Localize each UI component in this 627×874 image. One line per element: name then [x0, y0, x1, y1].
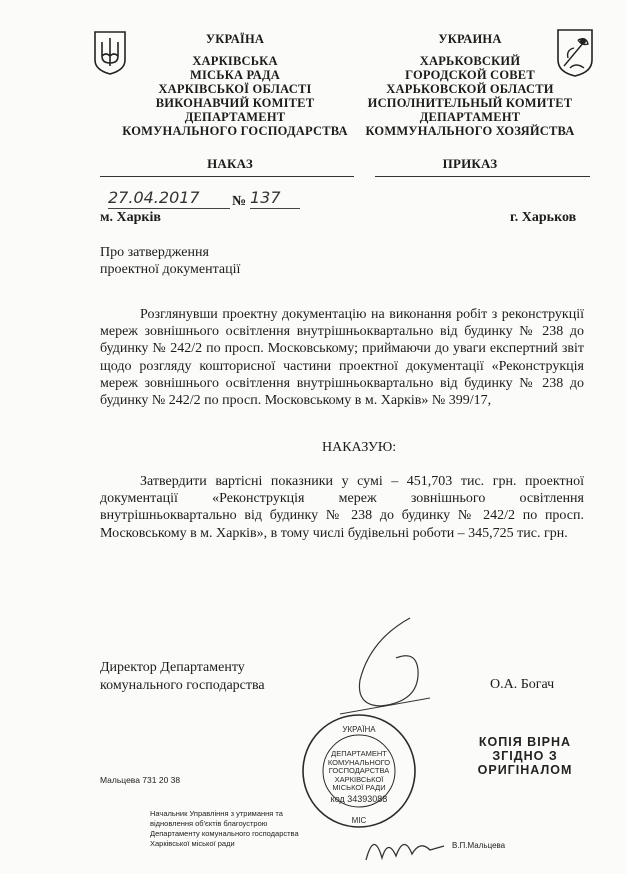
header-right-rule — [375, 176, 590, 177]
header-right-line: ХАРЬКОВСКОЙ ОБЛАСТИ — [386, 82, 554, 96]
certifier — [150, 809, 330, 849]
certifier-line: Департаменту комунального господарства — [150, 829, 299, 838]
doc-type-ua: НАКАЗ — [207, 156, 253, 171]
order-word: НАКАЗУЮ: — [322, 440, 397, 455]
header-left-line: ХАРКІВСЬКА — [192, 54, 278, 68]
header-left-country: УКРАЇНА — [205, 32, 265, 46]
round-stamp-code: код 34393088 — [330, 793, 388, 804]
header-left-line: МІСЬКА РАДА — [189, 68, 281, 82]
header-left-rule — [100, 176, 354, 177]
city-ru: г. Харьков — [510, 210, 577, 225]
header-left-line: ДЕПАРТАМЕНТ — [184, 110, 286, 124]
header-left-line: ВИКОНАВЧИЙ КОМІТЕТ — [155, 96, 315, 110]
date-value: 27.04.2017 — [108, 188, 230, 209]
certifier-line: Харківської міської ради — [150, 839, 235, 848]
number-value: 137 — [250, 188, 300, 209]
number-sign: № — [232, 194, 247, 209]
copy-stamp — [470, 735, 580, 777]
city-ua: м. Харків — [100, 210, 161, 225]
signature-title-line: Директор Департаменту — [100, 660, 245, 675]
header-right-country: УКРАИНА — [438, 32, 502, 46]
svg-text:УКРАЇНА: УКРАЇНА — [342, 725, 376, 734]
round-stamp-line: ХАРКІВСЬКОЇ — [334, 774, 384, 784]
certifier-signature — [360, 820, 450, 870]
subject-line: Про затвердження — [100, 245, 209, 260]
subject-line: проектної документації — [100, 262, 241, 277]
executor: Мальцева 731 20 38 — [100, 775, 181, 785]
certifier-line: відновлення об'єктів благоустрою — [150, 819, 268, 828]
header-right — [350, 32, 590, 138]
doc-type-ru: ПРИКАЗ — [442, 156, 498, 171]
header-right-line: ГОРОДСКОЙ СОВЕТ — [405, 68, 535, 82]
paragraph-decision: Затвердити вартісні показники у сумі – 451,703 тис. грн. проектної документації «Реконструкція мереж зовнішнього освітлення внутрішньоквартально від будинку № 238 до будинку № 242/2 по просп. Московському в м. Харків», в тому числі будівельні роботи – 345,725 тис. грн. — [100, 474, 584, 541]
signature-title-line: комунального господарства — [100, 678, 265, 693]
header-left — [115, 32, 355, 138]
copy-stamp-line: ОРИГІНАЛОМ — [477, 763, 573, 777]
signer-name: О.А. Богач — [490, 677, 555, 692]
subject — [100, 244, 240, 278]
round-stamp-line: КОМУНАЛЬНОГО — [327, 757, 391, 767]
round-stamp-line: ГОСПОДАРСТВА — [328, 766, 390, 776]
round-stamp-line: ДЕПАРТАМЕНТ — [331, 749, 387, 758]
header-right-line: ИСПОЛНИТЕЛЬНЫЙ КОМИТЕТ — [367, 96, 573, 110]
paragraph-main: Розглянувши проектну документацію на виконання робіт з реконструкції мереж зовнішнього освітлення внутрішньоквартально від будинку № 238 до будинку № 242/2 по просп. Московському; приймаючи до уваги експертний звіт щодо розгляду кошторисної частини проектної документації «Реконструкція мереж зовнішнього освітлення внутрішньоквартально від будинку № 238 до будинку № 242/2 по просп. Московському в м. Харків» № 399/17, — [100, 307, 584, 409]
copy-stamp-line: КОПІЯ ВІРНА — [478, 735, 572, 749]
svg-text:МІС: МІС — [351, 816, 367, 825]
round-stamp-line: МІСЬКОЇ РАДИ — [332, 783, 386, 793]
header-right-line: КОММУНАЛЬНОГО ХОЗЯЙСТВА — [365, 124, 575, 138]
certifier-name: В.П.Мальцева — [452, 841, 506, 850]
header-right-line: ХАРЬКОВСКИЙ — [419, 54, 521, 68]
header-right-line: ДЕПАРТАМЕНТ — [419, 110, 521, 124]
signature-title — [100, 659, 265, 695]
header-left-line: КОМУНАЛЬНОГО ГОСПОДАРСТВА — [122, 124, 348, 138]
header-left-line: ХАРКІВСЬКОЇ ОБЛАСТІ — [158, 82, 312, 96]
director-signature — [300, 610, 450, 720]
certifier-line: Начальник Управління з утримання та — [150, 809, 283, 818]
copy-stamp-line: ЗГІДНО З — [492, 749, 558, 763]
round-stamp-text — [322, 750, 396, 804]
